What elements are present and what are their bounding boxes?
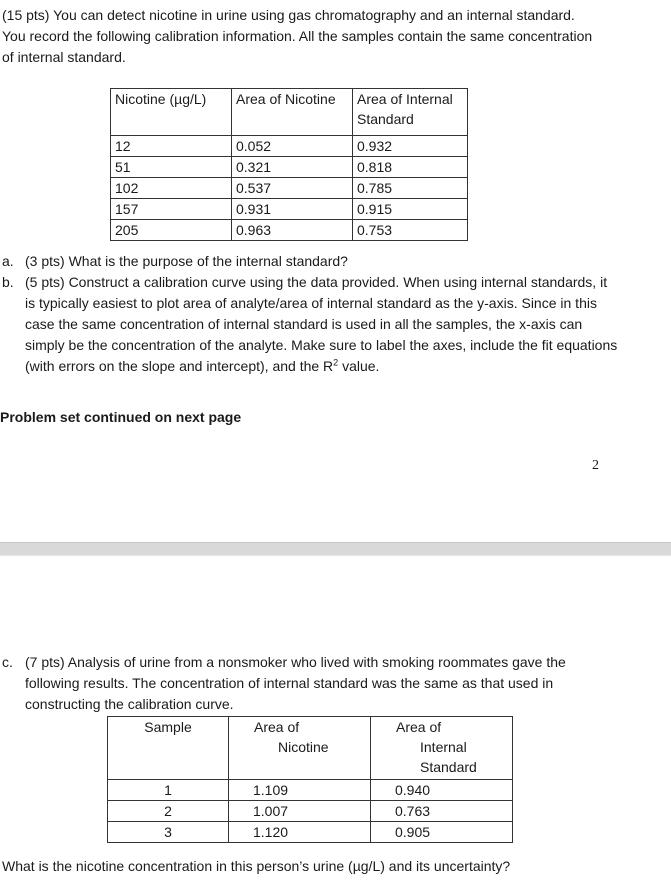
cell-nicotine: 102 [111, 178, 232, 199]
col-header-area-nicotine: Area of Nicotine [232, 89, 353, 136]
question-c-text: (7 pts) Analysis of urine from a nonsmoker who lived with smoking roommates gave the following results. The concentration of internal standard was the same as that used in constructing the calibration curve. [25, 654, 566, 712]
header-line: Area of [396, 719, 442, 735]
cell-sample: 3 [108, 822, 229, 843]
intro-paragraph: (15 pts) You can detect nicotine in urine using gas chromatography and an internal standard. You record the following calibration information. All the samples contain the same concentration of internal standard. [2, 7, 593, 65]
question-a-marker: a. [2, 253, 14, 269]
cell-nicotine: 51 [111, 157, 232, 178]
cell-area-nicotine: 0.963 [232, 220, 353, 241]
table-row [111, 220, 468, 241]
cell-area-internal: 0.915 [353, 199, 468, 220]
cell-area-nicotine: 0.931 [232, 199, 353, 220]
sample-table [107, 716, 513, 843]
cell-area-nicotine: 1.120 [229, 822, 371, 843]
calibration-table [110, 88, 468, 241]
table-row [108, 822, 513, 843]
cell-area-nicotine: 0.052 [232, 136, 353, 157]
calibration-header-row [111, 89, 468, 136]
page-2 [0, 556, 671, 890]
header-line: Internal [420, 739, 467, 755]
cell-area-internal: 0.818 [353, 157, 468, 178]
cell-sample: 1 [108, 780, 229, 801]
table-row [108, 780, 513, 801]
cell-area-nicotine: 1.109 [229, 780, 371, 801]
cell-area-nicotine: 0.537 [232, 178, 353, 199]
question-a [0, 251, 620, 272]
cell-area-internal: 0.905 [371, 822, 513, 843]
question-b-tail: value. [338, 358, 380, 374]
page-separator [0, 542, 671, 556]
question-b [0, 272, 620, 377]
continued-note: Problem set continued on next page [0, 409, 242, 425]
cell-area-internal: 0.753 [353, 220, 468, 241]
cell-nicotine: 12 [111, 136, 232, 157]
header-line: Standard [420, 759, 477, 775]
sample-header-row [108, 717, 513, 780]
cell-area-nicotine: 1.007 [229, 801, 371, 822]
question-c-marker: c. [2, 654, 13, 670]
table-row [111, 199, 468, 220]
col-header-nicotine: Nicotine (µg/L) [111, 89, 232, 136]
cell-area-nicotine: 0.321 [232, 157, 353, 178]
table-row [108, 801, 513, 822]
header-line: Area of [254, 719, 300, 735]
col-header-area-nicotine [229, 717, 371, 780]
final-question: What is the nicotine concentration in this person’s urine (µg/L) and its uncertainty? [2, 858, 511, 874]
cell-area-internal: 0.785 [353, 178, 468, 199]
table-row [111, 136, 468, 157]
question-b-marker: b. [2, 274, 14, 290]
header-line: Nicotine [278, 739, 329, 755]
table-row [111, 178, 468, 199]
table-row [111, 157, 468, 178]
cell-area-internal: 0.932 [353, 136, 468, 157]
cell-nicotine: 205 [111, 220, 232, 241]
question-b-superscript: 2 [333, 357, 339, 368]
cell-sample: 2 [108, 801, 229, 822]
col-header-area-internal-standard [371, 717, 513, 780]
question-b-text: (5 pts) Construct a calibration curve using the data provided. When using internal standards, it is typically easiest to plot area of analyte/area of internal standard as the y-axis. Since in this case the same concentration of internal standard is used in all the samples, the x-axis can simply be the concentration of the analyte. Make sure to label the axes, include the fit equations (with errors on the slope and intercept), and the R [25, 274, 618, 374]
page-number: 2 [592, 458, 599, 473]
question-c [0, 652, 620, 715]
question-a-text: (3 pts) What is the purpose of the internal standard? [25, 253, 348, 269]
cell-nicotine: 157 [111, 199, 232, 220]
col-header-sample: Sample [108, 717, 229, 780]
cell-area-internal: 0.763 [371, 801, 513, 822]
question-list [0, 251, 620, 377]
cell-area-internal: 0.940 [371, 780, 513, 801]
col-header-area-internal-standard: Area of Internal Standard [353, 89, 468, 136]
